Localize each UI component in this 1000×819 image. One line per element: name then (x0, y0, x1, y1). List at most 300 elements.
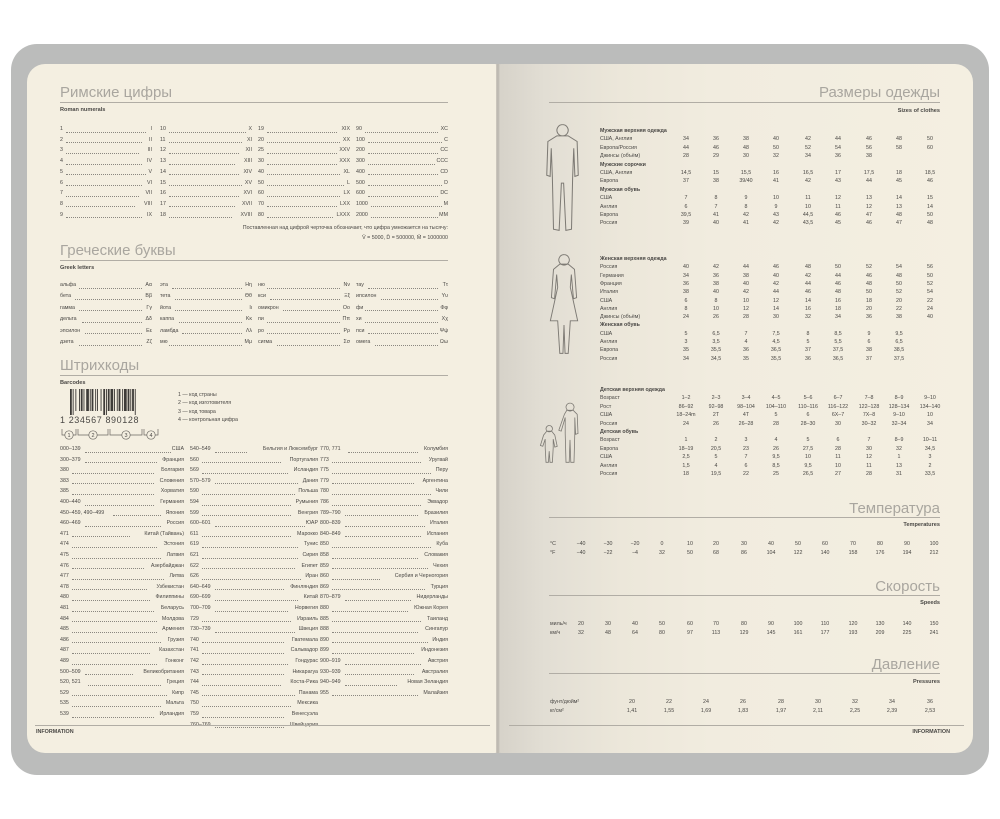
women-size-cell: 36,5 (832, 355, 844, 362)
leader-dots (267, 138, 340, 143)
barcode-country-row-key: 885 (320, 615, 329, 622)
greek-row-key: тау (356, 282, 364, 288)
women-size-label: Женская верхняя одежда (600, 256, 667, 262)
barcode-country-row-key: 500–509 (60, 668, 81, 675)
temperature-cell: 158 (848, 549, 858, 556)
pressure-cell: 36 (927, 699, 933, 705)
barcode-country-row-value: Нидерланды (416, 594, 448, 601)
women-size-cell: 44 (805, 280, 811, 287)
pressure-cell: 2,53 (924, 707, 936, 714)
barcode-country-row-key: 520, 521 (60, 679, 81, 686)
men-size-cell: 42 (773, 220, 779, 227)
men-size-cell: 13 (896, 203, 902, 210)
barcode-country-row-key: 486 (60, 636, 69, 643)
roman-row-value: III (147, 147, 152, 154)
women-size-cell: 22 (896, 305, 902, 312)
men-size-cell: 15 (927, 195, 933, 202)
women-size-cell: 6 (684, 297, 688, 304)
barcode-country-row-value: Иран (305, 573, 318, 580)
footer-label: INFORMATION (36, 729, 74, 735)
women-size-cell: 35,5 (710, 347, 722, 354)
women-size-cell: 6,5 (712, 330, 720, 337)
barcode-bar (75, 389, 76, 411)
women-size-cell: 34,5 (710, 355, 722, 362)
greek-row-key: пси (356, 327, 365, 334)
women-size-cell: 36 (805, 355, 811, 362)
men-size-cell: 56 (866, 144, 872, 151)
greek-row-value: Αα (145, 282, 152, 288)
roman-row-key: 18 (160, 211, 166, 218)
roman-row-key: 30 (258, 158, 264, 165)
leader-dots (332, 575, 380, 580)
barcode-bar (117, 389, 118, 411)
women-size-label: США (600, 297, 613, 304)
barcode-bar (86, 389, 89, 411)
leader-dots (66, 170, 146, 175)
greek-row-value: Κκ (245, 316, 252, 323)
barcode-country-row-key: 560 (190, 456, 199, 463)
section-title: Скорость (875, 578, 940, 595)
kids-size-cell: 86–92 (678, 403, 694, 410)
kids-size-cell: 7 (744, 454, 748, 461)
men-size-cell: 44 (835, 136, 841, 143)
leader-dots (113, 511, 161, 516)
barcode-country-row-value: Бельгия и Люксембург (262, 446, 318, 452)
barcode-bar (84, 389, 85, 411)
barcode-country-row-key: 890 (320, 636, 329, 643)
kids-size-cell: 9–10 (893, 412, 905, 419)
barcode-country-row-key: 000–139 (60, 446, 81, 452)
roman-row-value: XVIII (240, 211, 252, 218)
greek-row-value: Θθ (244, 293, 252, 300)
greek-row-value: Ττ (442, 282, 448, 288)
kids-size-cell: 134–140 (919, 403, 941, 410)
leader-dots (169, 138, 242, 143)
speed-cell: 161 (793, 629, 803, 636)
men-size-cell: 60 (927, 144, 933, 151)
women-size-cell: 48 (805, 264, 811, 271)
women-size-cell: 38 (743, 272, 749, 279)
temperature-cell: −4 (631, 549, 639, 556)
kids-size-cell: 33,5 (924, 471, 936, 477)
barcode-country-row-key: 475 (60, 552, 69, 558)
section-title: Температура (849, 500, 940, 517)
kids-size-cell: 6 (836, 437, 840, 444)
kids-size-cell: 13 (896, 462, 902, 469)
barcode-country-row-key: 880 (320, 605, 329, 611)
leader-dots (332, 543, 431, 548)
speed-cell: 225 (902, 629, 912, 636)
roman-row-value: V (148, 168, 152, 175)
women-size-cell: 48 (896, 272, 902, 279)
kids-size-cell: 8–9 (894, 395, 904, 402)
roman-row-key: 60 (258, 190, 264, 197)
barcode-bar (92, 389, 94, 411)
barcode-country-row-value: Панама (298, 689, 318, 696)
women-size-cell: 4 (744, 339, 748, 345)
temperature-cell: 122 (793, 549, 803, 556)
barcode-country-row-value: Куба (436, 541, 448, 548)
barcode-country-row-key: 759 (190, 711, 199, 717)
barcode-country-row-key: 600–601 (190, 520, 211, 527)
roman-note-values: V̄ = 5000, D̄ = 500000, M̄ = 1000000 (362, 235, 448, 241)
men-size-cell: 13 (866, 195, 872, 202)
barcode-country-row-key: 611 (190, 530, 199, 537)
men-size-cell: 41 (713, 212, 719, 218)
barcode-country-row-key: 745 (190, 689, 199, 696)
leader-dots (348, 448, 418, 453)
leader-dots (72, 628, 157, 633)
barcode-bar (97, 389, 98, 411)
women-size-cell: 18 (866, 297, 872, 304)
leader-dots (169, 160, 235, 165)
leader-dots (365, 128, 438, 133)
women-size-cell: 20 (896, 297, 902, 304)
kids-size-label: Россия (600, 471, 618, 477)
speed-cell: 60 (687, 621, 693, 627)
barcode-country-row-key: 539 (60, 711, 69, 717)
leader-dots (169, 149, 239, 154)
greek-row-key: ипсилон (356, 293, 377, 300)
barcode-country-row-key: 380 (60, 467, 69, 474)
roman-row-key: 13 (160, 158, 166, 165)
kids-size-label: Детская обувь (600, 429, 639, 435)
leader-dots (345, 511, 418, 516)
women-size-cell: 37 (805, 347, 811, 354)
kids-size-cell: 34,5 (924, 445, 936, 452)
greek-row-value: Λλ (245, 327, 252, 334)
barcode-country-row-key: 484 (60, 615, 69, 622)
women-size-cell: 12 (743, 305, 749, 312)
men-size-cell: 50 (927, 212, 933, 218)
men-size-cell: 47 (896, 220, 902, 227)
women-size-cell: 46 (835, 280, 841, 287)
women-size-label: Италия (600, 289, 619, 296)
barcode-country-row-value: Гонконг (165, 658, 184, 664)
women-size-cell: 40 (713, 289, 719, 296)
section-subtitle: Pressures (912, 679, 940, 685)
barcode-country-row-value: Турция (430, 583, 448, 590)
greek-row-value: Υυ (441, 293, 448, 300)
leader-dots (202, 681, 281, 686)
barcode-country-row-key: 471 (60, 530, 69, 537)
roman-row-value: C (444, 136, 448, 143)
men-size-cell: 7 (714, 203, 718, 210)
barcode-legend-item: 2 — код изготовителя (178, 400, 232, 407)
barcode-country-row-key: 860 (320, 573, 329, 580)
leader-dots (267, 213, 333, 218)
leader-dots (345, 660, 422, 665)
leader-dots (66, 192, 139, 197)
women-size-cell: 38 (896, 314, 902, 321)
barcode-country-row-key: 569 (190, 467, 199, 474)
greek-row-key: дзета (60, 339, 74, 345)
leader-dots (332, 501, 421, 506)
women-size-cell: 36,5 (770, 347, 782, 354)
leader-dots (72, 713, 154, 718)
roman-row-value: XII (245, 147, 252, 154)
kids-size-cell: 28 (835, 445, 841, 452)
men-size-label: Европа/Россия (600, 144, 637, 151)
barcode-country-row-value: Индия (432, 636, 448, 643)
section-subtitle: Greek letters (60, 265, 95, 271)
roman-row-key: 70 (258, 200, 264, 207)
kids-size-label: Детская верхняя одежда (600, 387, 665, 393)
barcode-country-row-key: 741 (190, 647, 199, 654)
women-size-cell: 38 (866, 347, 872, 354)
temperature-cell: 80 (877, 541, 883, 547)
kids-size-cell: 4 (714, 462, 718, 469)
roman-row-value: VIII (144, 200, 152, 207)
roman-row-key: 25 (258, 147, 264, 154)
greek-row-key: хи (356, 316, 362, 323)
barcode-legend-item: 4 — контрольная цифра (178, 416, 238, 423)
men-size-cell: 43 (773, 212, 779, 218)
men-size-cell: 16,5 (802, 170, 814, 176)
kids-size-cell: 2–3 (711, 395, 721, 402)
barcode-country-row-key: 930–939 (320, 668, 341, 675)
leader-dots (169, 192, 239, 197)
kids-size-cell: 19,5 (710, 471, 722, 477)
barcode-country-row-value: Сербия и Черногория (394, 573, 448, 580)
kids-size-label: Европа (600, 445, 619, 452)
pressure-cell: 2,39 (886, 707, 898, 714)
women-size-cell: 40 (743, 280, 749, 287)
women-size-cell: 42 (773, 280, 779, 287)
roman-row-key: 1000 (356, 200, 368, 207)
barcode-bar (122, 389, 123, 411)
women-size-cell: 37,5 (832, 347, 844, 354)
speed-label: км/ч (550, 629, 561, 636)
speed-cell: 241 (929, 629, 939, 636)
roman-row-key: 7 (60, 190, 63, 197)
leader-dots (202, 660, 288, 665)
leader-dots (202, 532, 291, 537)
men-size-label: США, Англия (600, 170, 633, 176)
roman-row-value: DC (440, 190, 448, 197)
women-size-cell: 28 (743, 314, 749, 321)
roman-row-value: MM (439, 211, 448, 218)
leader-dots (85, 329, 143, 334)
kids-size-cell: 26–28 (738, 420, 754, 427)
barcode-country-row-key: 740 (190, 636, 199, 643)
leader-dots (215, 628, 295, 633)
women-size-cell: 36 (713, 272, 719, 279)
barcode-country-row-key: 619 (190, 541, 199, 548)
leader-dots (202, 564, 294, 569)
leader-dots (88, 681, 161, 686)
women-size-cell: 40 (927, 314, 933, 321)
leader-dots (72, 617, 157, 622)
barcode-country-row-value: Литва (169, 573, 184, 580)
section-rule (549, 595, 940, 596)
barcode-bar (119, 389, 121, 411)
speed-cell: 120 (848, 621, 858, 627)
greek-row-value: Εε (146, 327, 152, 334)
kids-size-cell: 92–98 (708, 403, 724, 410)
barcode-country-row-key: 476 (60, 562, 69, 569)
women-size-cell: 10 (743, 297, 749, 304)
barcode-country-row-value: Норвегия (294, 605, 318, 611)
temperature-cell: 20 (713, 541, 719, 547)
temperature-cell: 86 (741, 549, 747, 556)
kids-size-cell: 2T (712, 412, 720, 419)
barcode-bar (106, 389, 107, 415)
barcode-country-row-key: 780 (320, 488, 329, 495)
leader-dots (332, 691, 418, 696)
barcode-country-row-key: 940–949 (320, 679, 341, 686)
men-size-cell: 38 (713, 178, 719, 185)
leader-dots (332, 564, 428, 569)
barcode-bar (81, 389, 83, 411)
speed-cell: 90 (768, 621, 774, 627)
leader-dots (332, 585, 424, 590)
greek-row-value: Ψψ (439, 327, 448, 334)
men-size-cell: 11 (805, 195, 811, 202)
leader-dots (72, 638, 160, 643)
pressure-label: фунт/дюйм² (550, 699, 580, 705)
greek-row-value: Χχ (441, 316, 448, 323)
leader-dots (169, 170, 239, 175)
barcode-country-row-value: Южная Корея (414, 605, 448, 611)
roman-row-key: 50 (258, 179, 264, 186)
greek-row-key: ро (258, 327, 264, 334)
leader-dots (72, 607, 154, 612)
temperature-cell: 68 (713, 549, 719, 556)
women-size-cell: 44 (743, 264, 749, 271)
women-size-cell: 5 (684, 330, 688, 337)
men-size-cell: 16 (773, 170, 779, 176)
barcode-country-row-key: 742 (190, 658, 199, 664)
barcode-country-row-value: Венесуэла (291, 711, 318, 717)
barcode-country-row-key: 383 (60, 477, 69, 484)
men-size-label: Мужская обувь (600, 186, 641, 193)
barcode-country-row-key: 775 (320, 467, 329, 474)
leader-dots (72, 691, 167, 696)
women-size-cell: 46 (866, 272, 872, 279)
women-size-label: Англия (600, 305, 618, 312)
barcode-country-row-key: 477 (60, 573, 69, 580)
barcode-country-row-key: 770, 771 (320, 446, 341, 452)
barcode-country-row-value: Египет (301, 562, 318, 569)
leader-dots (267, 318, 340, 323)
women-size-label: Франция (600, 280, 622, 287)
women-size-cell: 54 (927, 289, 933, 296)
men-size-cell: 38 (866, 153, 872, 160)
greek-row-value: Ξξ (344, 293, 350, 300)
kids-size-cell: 26 (773, 445, 779, 452)
roman-row-value: CD (440, 168, 448, 175)
kids-size-cell: 4 (774, 437, 778, 444)
section-subtitle: Roman numerals (60, 107, 106, 113)
barcode-country-row-key: 800–839 (320, 520, 341, 527)
pressure-cell: 1,41 (626, 707, 638, 714)
greek-row-key: эпсилон (60, 327, 81, 334)
barcode-country-row-key: 300–379 (60, 456, 81, 463)
men-size-cell: 10 (773, 195, 779, 202)
barcode-country-row-key: 621 (190, 552, 199, 558)
leader-dots (72, 575, 164, 580)
barcode-country-row-key: 869 (320, 583, 329, 590)
barcode-country-row-value: Германия (160, 499, 184, 505)
barcode-country-row-key: 590 (190, 488, 199, 495)
leader-dots (72, 702, 160, 707)
speed-cell: 193 (848, 629, 858, 636)
women-size-cell: 26 (713, 314, 719, 321)
barcode-country-row-value: Молдова (161, 615, 184, 622)
women-size-cell: 16 (835, 297, 841, 304)
men-size-cell: 14 (927, 203, 933, 210)
men-size-cell: 46 (713, 144, 719, 151)
barcode-bar (111, 389, 114, 411)
men-size-cell: 46 (927, 178, 933, 185)
kids-size-label: Рост (600, 403, 612, 410)
leader-dots (368, 192, 438, 197)
women-size-cell: 8,5 (834, 330, 842, 337)
leader-dots (332, 479, 414, 484)
barcode-country-row-key: 599 (190, 509, 199, 516)
women-size-cell: 38,5 (893, 347, 905, 354)
kids-size-cell: 11 (866, 462, 872, 469)
roman-row-key: 10 (160, 126, 166, 132)
speed-cell: 130 (875, 621, 885, 627)
leader-dots (332, 490, 431, 495)
roman-row-key: 2000 (356, 211, 368, 218)
barcode-sample-image (60, 389, 170, 439)
speed-cell: 100 (793, 621, 803, 627)
section-rule (549, 517, 940, 518)
leader-dots (175, 295, 242, 300)
barcode-digits: 1 234567 890128 (60, 415, 140, 425)
barcode-country-row-key: 640–649 (190, 583, 211, 590)
leader-dots (332, 458, 421, 463)
barcode-marker-label: 2 (91, 433, 95, 440)
leader-dots (267, 170, 340, 175)
barcode-marker-label: 4 (149, 433, 153, 440)
barcode-country-row-value: Венгрия (297, 509, 318, 516)
barcode-country-row-key: 900–919 (320, 658, 341, 664)
barcode-country-row-key: 850 (320, 541, 329, 548)
barcode-country-row-value: Мальта (165, 700, 184, 707)
roman-row-key: 20 (258, 136, 264, 143)
barcode-country-row-value: Никарагуа (292, 668, 318, 675)
men-size-cell: 43,5 (802, 220, 814, 227)
roman-row-value: L (347, 179, 350, 186)
temperature-cell: 100 (929, 541, 939, 547)
kids-size-cell: 28 (866, 471, 872, 477)
barcode-country-row-value: Португалия (289, 456, 318, 463)
barcode-marker-label: 1 (67, 433, 71, 440)
men-size-cell: 48 (927, 220, 933, 227)
leader-dots (169, 341, 242, 346)
kids-size-cell: 7X–8 (862, 412, 876, 419)
speed-cell: 80 (741, 621, 747, 627)
kids-size-cell: 26,5 (802, 471, 814, 477)
barcode-country-row-value: Гватемала (291, 636, 318, 643)
leader-dots (72, 543, 157, 548)
leader-dots (79, 306, 143, 311)
leader-dots (72, 554, 160, 559)
kids-size-cell: 12 (866, 454, 872, 461)
men-size-cell: 6 (684, 203, 688, 210)
men-size-cell: 40 (713, 220, 719, 227)
roman-row-key: 9 (60, 211, 63, 218)
section-rule (549, 673, 940, 674)
roman-row-key: 17 (160, 200, 166, 207)
pressure-cell: 30 (815, 699, 821, 705)
leader-dots (202, 543, 298, 548)
men-size-cell: 9 (774, 203, 778, 210)
